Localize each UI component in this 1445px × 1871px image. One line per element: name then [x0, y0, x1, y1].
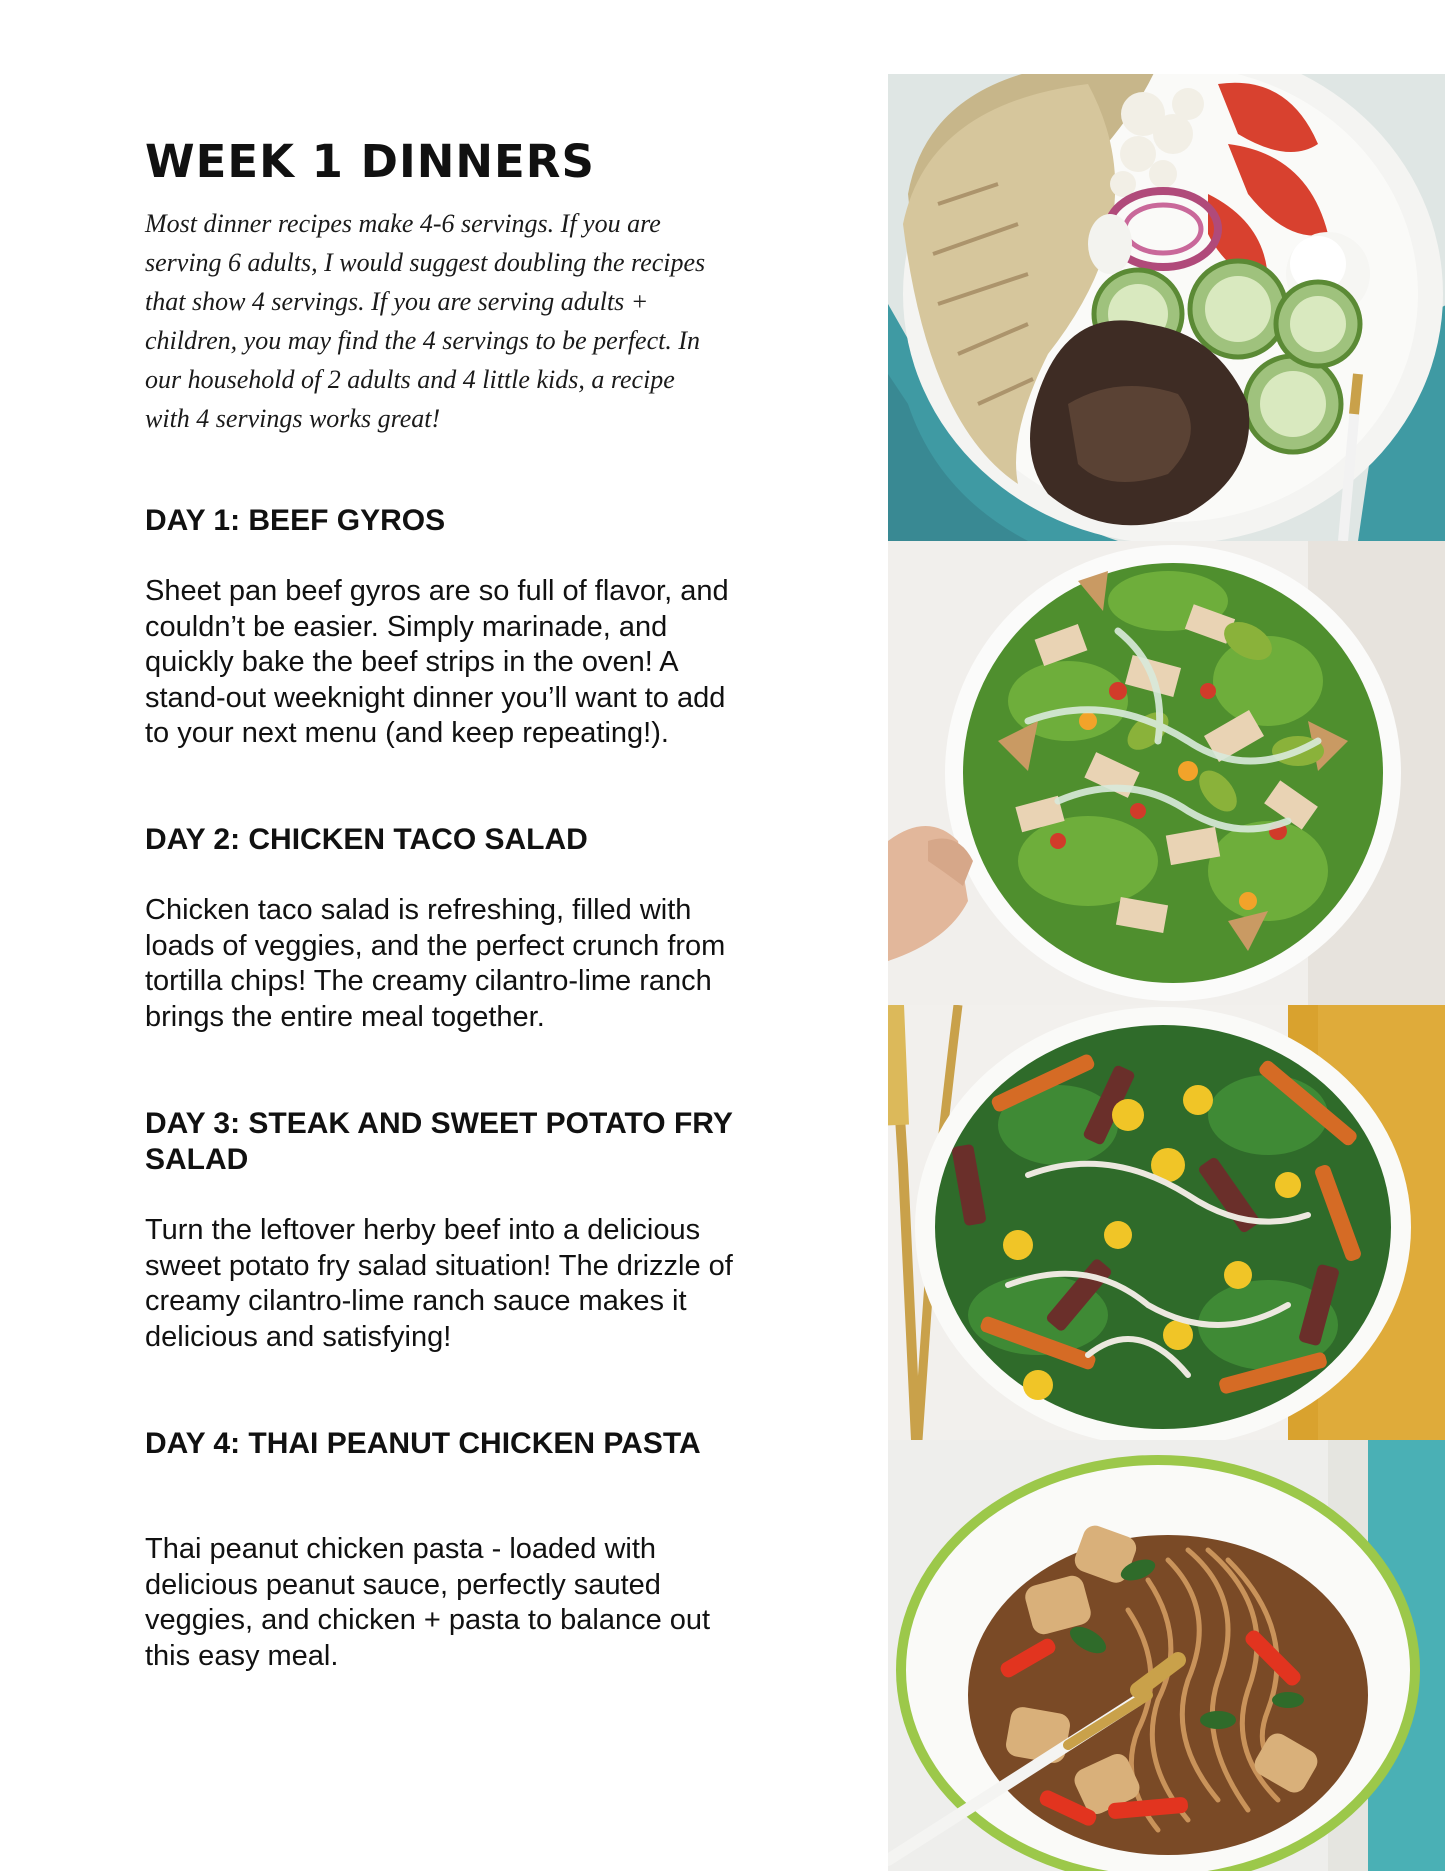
day-1-heading: DAY 1: BEEF GYROS — [145, 504, 446, 537]
day-2-heading: DAY 2: CHICKEN TACO SALAD — [145, 823, 588, 856]
day-2-description: Chicken taco salad is refreshing, filled with loads of veggies, and the perfect crunch from tortilla chips! The creamy cilantro-lime ranch brings the entire meal together. — [145, 894, 726, 1033]
day-3-heading: DAY 3: STEAK AND SWEET POTATO FRY SALAD — [145, 1107, 733, 1176]
page-title: WEEK 1 DINNERS — [145, 135, 595, 188]
day-1-description: Sheet pan beef gyros are so full of flavor, and couldn’t be easier. Simply marinade, and quickly bake the beef strips in the oven! A stand-out weeknight dinner you’ll want to add to your next menu (and keep repeating!). — [145, 575, 729, 749]
steak-sweet-potato-salad-photo — [888, 1005, 1445, 1440]
thai-peanut-pasta-photo — [888, 1440, 1445, 1871]
day-3-description: Turn the leftover herby beef into a delicious sweet potato fry salad situation! The drizzle of creamy cilantro-lime ranch sauce makes it delicious and satisfying! — [145, 1214, 733, 1353]
chicken-taco-salad-photo — [888, 541, 1445, 1005]
day-4-heading: DAY 4: THAI PEANUT CHICKEN PASTA — [145, 1427, 701, 1460]
day-4-description: Thai peanut chicken pasta - loaded with delicious peanut sauce, perfectly sauted veggies, and chicken + pasta to balance out this easy meal. — [145, 1533, 711, 1672]
intro-paragraph: Most dinner recipes make 4-6 servings. If you are serving 6 adults, I would suggest doubling the recipes that show 4 servings. If you are serving adults + children, you may find the 4 servings to be perfect. In our household of 2 adults and 4 little kids, a recipe with 4 servings works great! — [145, 209, 706, 433]
beef-gyros-photo — [888, 74, 1445, 541]
